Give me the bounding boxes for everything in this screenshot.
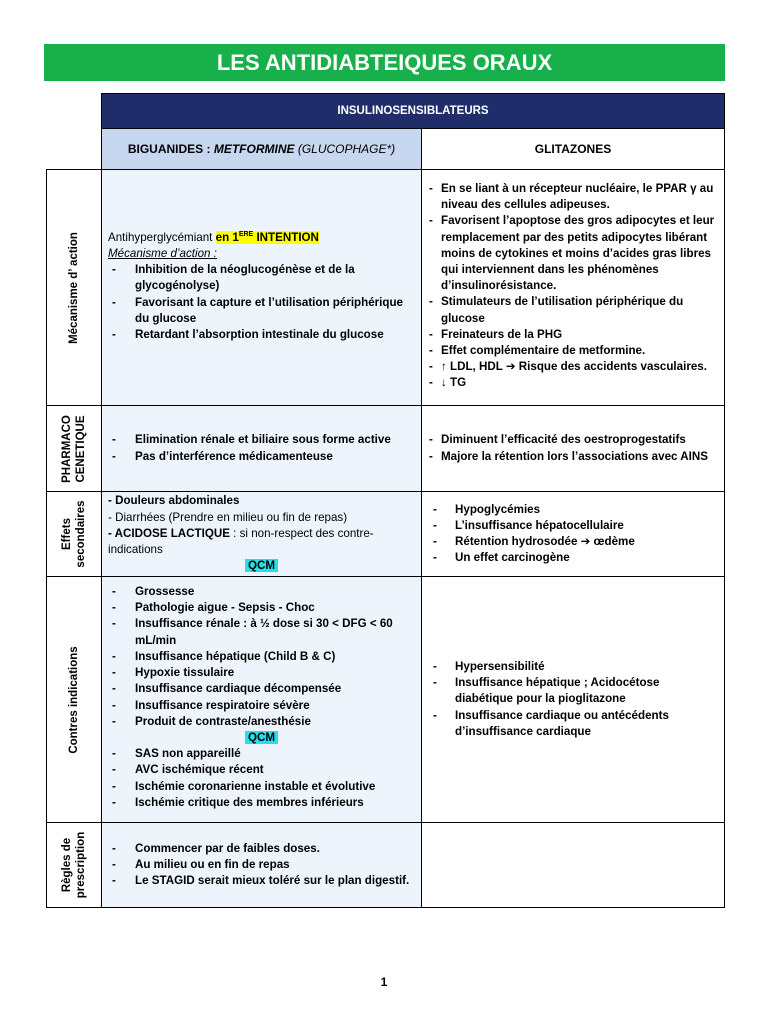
list-item: - Insuffisance hépatique (Child B & C): [108, 649, 415, 665]
list-item: - ↓ TG: [427, 375, 718, 391]
list-item: - Pathologie aigue - Sepsis - Choc: [108, 600, 415, 616]
contre-list-major: [108, 584, 415, 730]
effets-glitazones-list: [427, 502, 718, 567]
list-item: - Favorisant la capture et l’utilisation périphérique du glucose: [108, 295, 415, 327]
mecanisme-glitazones-list: [427, 181, 718, 392]
list-item: - L’insuffisance hépatocellulaire: [427, 518, 718, 534]
list-item: - Hypersensibilité: [427, 659, 718, 675]
regles-list: [108, 841, 415, 890]
list-item: - Grossesse: [108, 584, 415, 600]
list-item: - Pas d’interférence médicamenteuse: [108, 449, 415, 465]
list-item: - Insuffisance cardiaque décompensée: [108, 681, 415, 697]
col-header-glitazones: GLITAZONES: [422, 129, 725, 170]
list-item: - Favorisent l’apoptose des gros adipocytes et leur remplacement par des petits adipocytes libérant moins de cytokines et moins d’acides gras libres qui interviennent dans les phénomènes d’insulinorésistance.: [427, 213, 718, 294]
empty-corner-2: [47, 129, 102, 170]
drug-table: [46, 93, 725, 908]
row-label-contre: Contres indications: [47, 577, 102, 823]
list-item: - Retardant l’absorption intestinale du glucose: [108, 327, 415, 343]
group-header: INSULINOSENSIBLATEURS: [102, 94, 725, 129]
list-item: - Ischémie coronarienne instable et évolutive: [108, 779, 415, 795]
qcm-badge: QCM: [245, 559, 278, 572]
regles-metformine: [102, 823, 422, 908]
list-item: - Effet complémentaire de metformine.: [427, 343, 718, 359]
list-item: - Au milieu ou en fin de repas: [108, 857, 415, 873]
effets-metformine: - Douleurs abdominales - Diarrhées (Prendre en milieu ou fin de repas) - ACIDOSE LACTIQUE : si non-respect des contre-indications QCM: [102, 492, 422, 577]
list-item: - Insuffisance cardiaque ou antécédents d’insuffisance cardiaque: [427, 708, 718, 740]
list-item: - Commencer par de faibles doses.: [108, 841, 415, 857]
list-item: - Stimulateurs de l’utilisation périphérique du glucose: [427, 294, 718, 326]
list-item: - Hypoglycémies: [427, 502, 718, 518]
first-intention-highlight: en 1ERE INTENTION: [215, 230, 319, 244]
contre-list-minor: [108, 746, 415, 811]
page-number: 1: [380, 975, 388, 989]
row-label-mecanisme: Mécanisme d’ action: [47, 170, 102, 406]
list-item: - Ischémie critique des membres inférieurs: [108, 795, 415, 811]
pharmaco-glitazones-list: [427, 432, 718, 464]
list-item: - AVC ischémique récent: [108, 762, 415, 778]
pharmaco-metformine: [102, 406, 422, 492]
list-item: - En se liant à un récepteur nucléaire, le PPAR γ au niveau des cellules adipeuses.: [427, 181, 718, 213]
pharmaco-glitazones: [422, 406, 725, 492]
effets-glitazones: [422, 492, 725, 577]
mecanisme-metformine: Antihyperglycémiant en 1ERE INTENTION Mécanisme d’action : - Inhibition de la néoglucogénèse et de la glycogénolyse) - Favorisant la capture et l’utilisation périphérique du glucose - Retardant l’absorption intestinale du glucose: [102, 170, 422, 406]
col-header-biguanides: BIGUANIDES : METFORMINE (GLUCOPHAGE*): [102, 129, 422, 170]
list-item: - Le STAGID serait mieux toléré sur le plan digestif.: [108, 873, 415, 889]
list-item: - Produit de contraste/anesthésie: [108, 714, 415, 730]
list-item: - Insuffisance respiratoire sévère: [108, 698, 415, 714]
list-item: - Freinateurs de la PHG: [427, 327, 718, 343]
row-label-regles: Règles de prescription: [47, 823, 102, 908]
list-item: - Un effet carcinogène: [427, 550, 718, 566]
list-item: - Elimination rénale et biliaire sous forme active: [108, 432, 415, 448]
list-item: - ↑ LDL, HDL ➔ Risque des accidents vasculaires.: [427, 359, 718, 375]
contre-glitazones-list: [427, 659, 718, 740]
mecanisme-glitazones: [422, 170, 725, 406]
pharmaco-list: [108, 432, 415, 464]
page-title: LES ANTIDIABTEIQUES ORAUX: [44, 44, 725, 81]
list-item: - Diminuent l’efficacité des oestroprogestatifs: [427, 432, 718, 448]
row-label-pharmaco: PHARMACO CENETIQUE: [47, 406, 102, 492]
regles-glitazones: [422, 823, 725, 908]
empty-corner: [47, 94, 102, 129]
list-item: - Rétention hydrosodée ➔ œdème: [427, 534, 718, 550]
list-item: - Inhibition de la néoglucogénèse et de la glycogénolyse): [108, 262, 415, 294]
row-label-effets: Effets secondaires: [47, 492, 102, 577]
list-item: - SAS non appareillé: [108, 746, 415, 762]
qcm-badge-2: QCM: [245, 731, 278, 744]
list-item: - Hypoxie tissulaire: [108, 665, 415, 681]
list-item: - Insuffisance hépatique ; Acidocétose diabétique pour la pioglitazone: [427, 675, 718, 707]
contre-metformine: [102, 577, 422, 823]
mecanisme-list: [108, 262, 415, 343]
list-item: - Majore la rétention lors l’associations avec AINS: [427, 449, 718, 465]
list-item: - Insuffisance rénale : à ½ dose si 30 < DFG < 60 mL/min: [108, 616, 415, 648]
contre-glitazones: [422, 577, 725, 823]
